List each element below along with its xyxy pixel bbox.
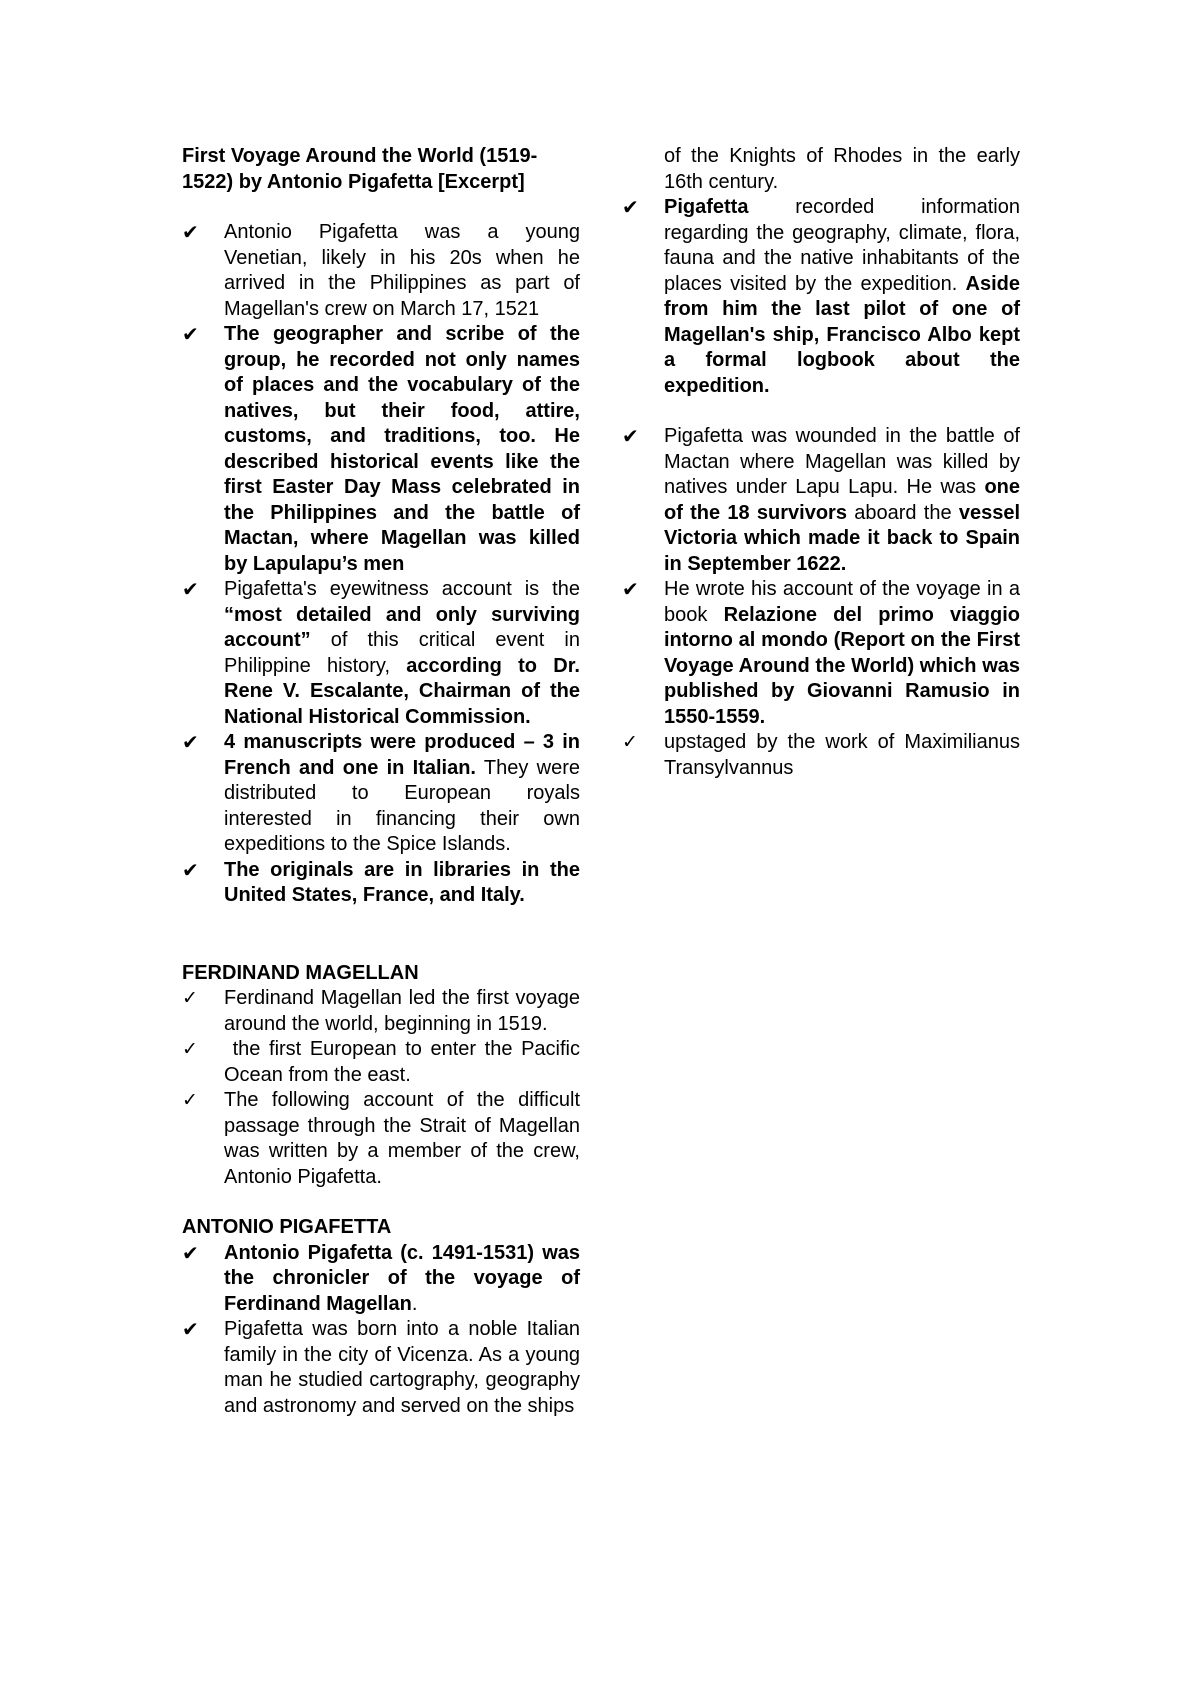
pigafetta-list [182,1241,580,1420]
list-item: ✔ Pigafetta was wounded in the battle of Mactan where Magellan was killed by natives under Lapu Lapu. He was one of the 18 survivors aboard the vessel Victoria which made it back to Spain in September 1622. [622,424,1021,575]
list-item: ✔ Antonio Pigafetta (c. 1491-1531) was the chronicler of the voyage of Ferdinand Magellan. [182,1240,580,1315]
heavy-check-mark-icon: ✔ [182,322,199,346]
list-item-continuation: of the Knights of Rhodes in the early 16th century. [664,145,1020,193]
list-item: ✔ The originals are in libraries in the United States, France, and Italy. [182,857,580,906]
list-item: ✔ 4 manuscripts were produced – 3 in French and one in Italian. They were distributed to European royals interested in financing their own expeditions to the Spice Islands. [182,730,580,855]
check-mark-icon: ✓ [622,731,638,753]
upstaged-list [622,730,1020,781]
list-item: ✓ the first European to enter the Pacific Ocean from the east. [182,1038,586,1086]
list-item: ✔ The geographer and scribe of the group, he recorded not only names of places and the vocabulary of the natives, but their food, attire, customs, and traditions, too. He described historical events like the first Easter Day Mass celebrated in the Philippines and the battle of Mactan, where Magellan was killed by Lapulapu’s men [182,322,580,575]
heavy-check-mark-icon: ✔ [622,424,639,448]
document-title: First Voyage Around the World (1519-1522) by Antonio Pigafetta [Excerpt] [182,145,538,193]
list-item: ✔ Pigafetta's eyewitness account is the “most detailed and only surviving account” of this critical event in Philippine history, according to Dr. Rene V. Escalante, Chairman of the National Historical Commission. [182,577,580,728]
section-heading-magellan: FERDINAND MAGELLAN [182,961,419,984]
intro-list [182,220,580,909]
heavy-check-mark-icon: ✔ [182,220,199,244]
heavy-check-mark-icon: ✔ [182,577,199,601]
heavy-check-mark-icon: ✔ [182,1317,199,1341]
heavy-check-mark-icon: ✔ [622,577,639,601]
list-item: ✔ Pigafetta was born into a noble Italian family in the city of Vicenza. As a young man he studied cartography, geography and astronomy and served on the ships [182,1317,580,1417]
list-item: ✔ Antonio Pigafetta was a young Venetian, likely in his 20s when he arrived in the Philippines as part of Magellan's crew on March 17, 1521 [182,220,580,320]
list-item: ✔ Pigafetta recorded information regarding the geography, climate, flora, fauna and the native inhabitants of the places visited by the expedition. Aside from him the last pilot of one of Magellan's ship, Francisco Albo kept a formal logbook about the expedition. [622,195,1020,397]
list-item: ✔ He wrote his account of the voyage in a book Relazione del primo viaggio intorno al mondo (Report on the First Voyage Around the World) which was published by Giovanni Ramusio in 1550-1559. [622,577,1020,728]
list-item: ✓ upstaged by the work of Maximilianus Transylvannus [622,731,1020,779]
list-item: ✓ The following account of the difficult passage through the Strait of Magellan was written by a member of the crew, Antonio Pigafetta. [182,1089,580,1188]
check-mark-icon: ✓ [182,1089,198,1111]
continuation-list [622,144,1020,399]
heavy-check-mark-icon: ✔ [182,730,199,754]
heavy-check-mark-icon: ✔ [622,195,639,219]
list-item: ✓ Ferdinand Magellan led the first voyage around the world, beginning in 1519. [182,987,580,1035]
check-mark-icon: ✓ [182,987,198,1009]
survivor-list [622,424,1020,730]
section-heading-pigafetta: ANTONIO PIGAFETTA [182,1216,392,1238]
heavy-check-mark-icon: ✔ [182,1240,199,1265]
right-column [622,144,1020,781]
left-column [182,144,586,1419]
magellan-list [182,986,586,1190]
check-mark-icon: ✓ [182,1038,198,1060]
heavy-check-mark-icon: ✔ [182,857,199,882]
